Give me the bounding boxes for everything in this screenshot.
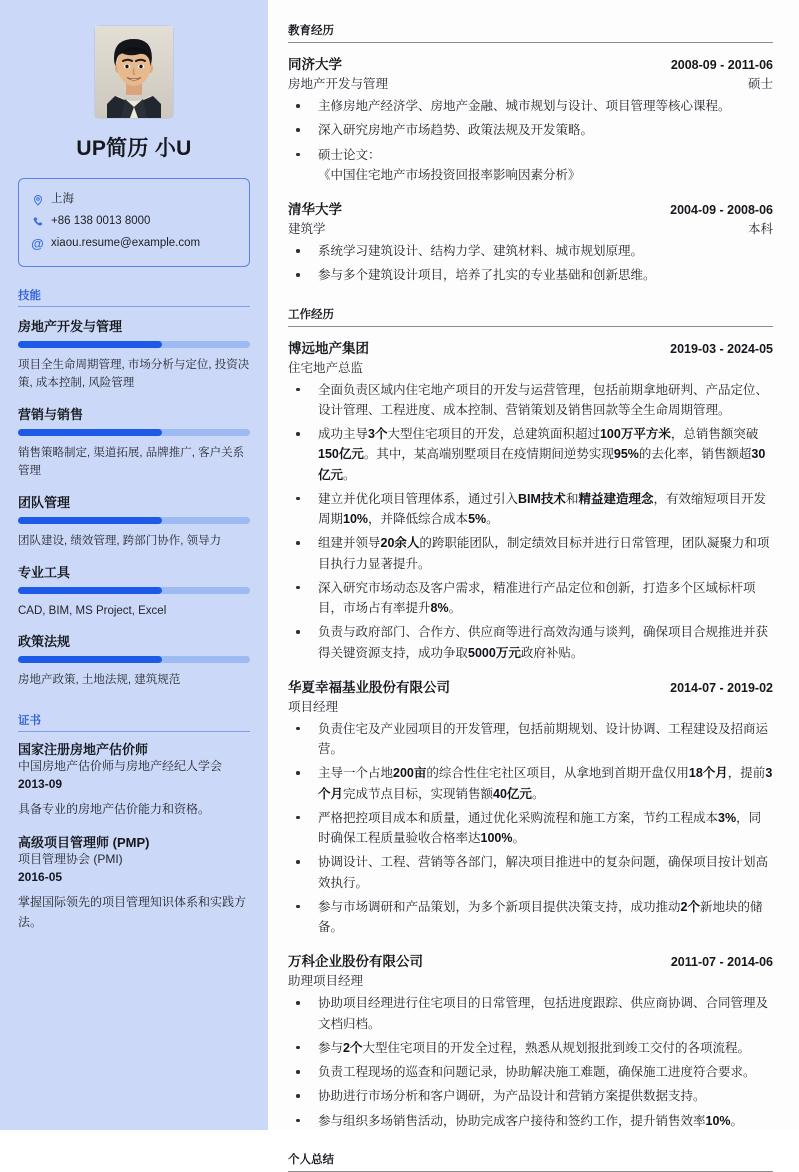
work-company: 华夏幸福基业股份有限公司 [288,679,450,695]
bullet-text: ，提前 [727,766,766,781]
avatar-wrapper [18,26,250,118]
bullet-text: 负责与政府部门、合作方、供应商等进行高效沟通与谈判，确保项目合规推进并获得关键资源支持，成功争取 [318,625,769,660]
sidebar-heading-certificates: 证书 [18,712,250,732]
bullet-text: ，有效缩短项目开发周期 [318,491,766,526]
bullet-text: 协助项目经理进行住宅项目的日常管理，包括进度跟踪、供应商协调、合同管理及文档归档。 [318,996,769,1031]
bullet-text: 。 [486,512,499,526]
work-bullets [288,380,773,663]
bullet-text: 。其中，某高端别墅项目在疫情期间逆势实现 [363,447,614,462]
skill-item [18,404,250,481]
bullet-highlight: 8% [430,601,449,615]
skill-description: 团队建设, 绩效管理, 跨部门协作, 领导力 [18,535,222,548]
contact-phone-value: +86 138 0013 8000 [51,214,151,227]
bullet-highlight: 10% [343,512,369,526]
certificate-name: 国家注册房地产估价师 [18,741,149,757]
certificate-item [18,741,250,820]
bullet-text: 大型住宅项目的开发，总建筑面积超过 [387,427,600,441]
certificate-item [18,834,250,933]
entry-subheader [288,219,773,237]
bullet-item [288,993,773,1034]
bullet-item [288,265,773,285]
bullet-text: 组建并领导 [318,536,381,551]
bullet-item [288,120,773,140]
work-entry [288,676,773,938]
bullet-item [288,808,773,849]
skill-item [18,631,250,690]
skill-description: CAD, BIM, MS Project, Excel [18,604,167,617]
bullet-text: 建立并优化项目管理体系，通过引入 [318,491,519,506]
bullet-highlight: 95% [613,447,639,462]
skill-name: 团队管理 [18,495,71,511]
bullet-item [288,145,773,186]
bullet-highlight: 3% [718,810,737,825]
bullet-text: 的去化率，销售额超 [638,447,752,462]
bullet-text: 的跨职能团队，制定绩效目标并进行日常管理，团队凝聚力和项目执行力显著提升。 [318,536,770,571]
certificate-description: 具备专业的房地产估价能力和资格。 [18,802,211,817]
certificate-date: 2013-09 [18,777,63,792]
entry-subheader [288,358,773,376]
bullet-item [288,578,773,619]
bullet-text: 协调设计、工程、营销等各部门，解决项目推进中的复杂问题，确保项目按计划高效执行。 [318,855,769,890]
skill-description: 项目全生命周期管理, 市场分析与定位, 投资决策, 成本控制, 风险管理 [18,358,250,390]
contact-location-value: 上海 [51,193,74,205]
bullet-highlight: 40亿元 [493,786,532,801]
bullet-item [288,1062,773,1082]
education-entry [288,198,773,286]
work-company: 万科企业股份有限公司 [288,954,423,970]
avatar [95,26,173,118]
certificate-issuer: 项目管理协会 (PMI) [18,852,123,867]
skill-item [18,316,250,393]
entry-subheader [288,971,773,989]
skill-description: 房地产政策, 土地法规, 建筑规范 [18,674,181,687]
entry-header [288,337,773,357]
education-bullets [288,96,773,185]
entry-header [288,950,773,970]
bullet-highlight: 18个月 [688,766,728,781]
bullet-text: 。 [448,601,462,615]
bullet-text: 系统学习建筑设计、结构力学、建筑材料、城市规划原理。 [318,244,644,258]
contact-location [31,189,237,211]
work-bullets [288,719,773,938]
work-date: 2014-07 - 2019-02 [670,680,773,695]
skills-list [18,316,250,690]
bullet-text: 协助进行市场分析和客户调研，为产品设计和营销方案提供数据支持。 [318,1089,706,1104]
bullet-item [288,241,773,261]
skill-progress-bar [18,517,250,524]
entry-subheader [288,74,773,92]
bullet-item [288,852,773,893]
skill-item [18,492,250,551]
work-title: 项目经理 [288,699,339,714]
bullet-item [288,719,773,760]
education-bullets [288,241,773,286]
bullet-text: 。 [730,1113,744,1128]
bullet-highlight: 100% [480,831,513,845]
bullet-text: 负责工程现场的巡查和问题记录，协助解决施工难题，确保施工进度符合要求。 [318,1065,756,1079]
phone-icon [31,215,44,228]
bullet-highlight: 2个 [343,1040,363,1055]
bullet-item [288,380,773,421]
skill-item [18,562,250,621]
skill-name: 房地产开发与管理 [18,318,123,334]
skill-progress-bar [18,656,250,663]
bullet-text: ，并降低综合成本 [368,512,469,526]
bullet-highlight: 3个月 [318,766,773,801]
bullet-text: 的综合性住宅社区项目，从拿地到首期开盘仅用 [426,766,689,781]
certificate-name: 高级项目管理师 (PMP) [18,834,150,850]
bullet-highlight: 5000万元 [468,645,521,660]
bullet-text: 大型住宅项目的开发全过程，熟悉从规划报批到竣工交付的各项流程。 [362,1040,750,1055]
education-degree: 本科 [747,222,773,236]
education-date: 2004-09 - 2008-06 [670,203,773,217]
bullet-text: 政府补贴。 [520,645,584,660]
entry-subheader [288,697,773,715]
work-company: 博远地产集团 [288,340,369,356]
bullet-highlight: 10% [705,1113,731,1128]
bullet-item [288,1111,773,1131]
bullet-text: 新地块的储备。 [318,899,763,934]
bullet-text: 完成节点目标，实现销售额 [343,786,494,801]
entry-header [288,53,773,73]
work-bullets [288,993,773,1131]
bullet-text: 。 [531,786,545,801]
bullet-highlight: 5% [468,512,487,526]
bullet-text: ，同时确保工程质量验收合格率达 [318,810,762,845]
bullet-highlight: 2个 [680,899,700,914]
bullet-highlight: 200亩 [393,766,427,781]
bullet-text: 和 [565,491,579,506]
education-school: 同济大学 [288,57,342,72]
work-date: 2011-07 - 2014-06 [670,955,773,970]
skill-description: 销售策略制定, 渠道拓展, 品牌推广, 客户关系管理 [18,446,245,478]
contact-card [18,178,250,267]
education-date: 2008-09 - 2011-06 [670,58,773,72]
bullet-text: 全面负责区域内住宅地产项目的开发与运营管理，包括前期拿地研判、产品定位、设计管理、工程进度、成本控制、营销策划及销售回款等全生命周期管理。 [318,382,769,417]
bullet-text: 参与组织多场销售活动，协助完成客户接待和签约工作，提升销售效率 [318,1113,706,1128]
certificate-issuer: 中国房地产估价师与房地产经纪人学会 [18,759,223,774]
skill-name: 营销与销售 [18,406,84,422]
sidebar-heading-skills: 技能 [18,287,250,307]
bullet-text: 主修房地产经济学、房地产金融、城市规划与设计、项目管理等核心课程。 [318,99,731,113]
bullet-text: 参与多个建筑设计项目，培养了扎实的专业基础和创新思维。 [318,268,656,283]
person-name: UP简历 小U [76,137,192,160]
entry-header [288,676,773,696]
bullet-text-second-line: 《中国住宅地产市场投资回报率影响因素分析》 [318,167,581,182]
bullet-item [288,489,773,530]
bullet-highlight: 精益建造理念 [578,491,654,506]
work-date: 2019-03 - 2024-05 [670,341,773,356]
bullet-item [288,897,773,938]
section-heading-education: 教育经历 [288,22,773,43]
skill-name: 专业工具 [18,564,71,580]
bullet-item [288,1038,773,1058]
work-title: 住宅地产总监 [288,360,364,375]
education-major: 建筑学 [288,222,326,236]
education-entry [288,53,773,185]
contact-phone[interactable] [31,211,237,233]
education-school: 清华大学 [288,202,342,217]
bullet-text: 负责住宅及产业园项目的开发管理，包括前期规划、设计协调、工程建设及招商运营。 [318,721,769,756]
bullet-item [288,96,773,116]
certificates-list [18,741,250,933]
contact-email-value: xiaou.resume@example.com [51,236,201,249]
education-major: 房地产开发与管理 [288,77,389,91]
bullet-text: 。 [512,831,526,845]
bullet-highlight: 150亿元 [318,447,364,462]
email-at-icon: @ [31,236,44,252]
work-entry [288,950,773,1131]
bullet-item [288,533,773,574]
bullet-text: 深入研究房地产市场趋势、政策法规及开发策略。 [318,123,594,138]
bullet-text: 主导一个占地 [318,766,394,781]
bullet-item [288,1086,773,1106]
bullet-item [288,424,773,485]
work-entry [288,337,773,663]
bullet-highlight: 3个 [368,427,388,441]
bullet-item [288,763,773,804]
skill-name: 政策法规 [18,634,71,650]
entry-header [288,198,773,218]
bullet-text: ，总销售额突破 [670,427,759,441]
sidebar [0,0,268,1130]
portrait-photo-icon [95,26,173,118]
skill-progress-bar [18,587,250,594]
bullet-highlight: BIM技术 [518,491,566,506]
bullet-text: 严格把控项目成本和质量，通过优化采购流程和施工方案，节约工程成本 [318,810,719,825]
education-degree: 硕士 [747,77,773,91]
section-heading-work: 工作经历 [288,306,773,327]
bullet-text: 深入研究市场动态及客户需求，精准进行产品定位和创新，打造多个区域标杆项目，市场占有率提升 [318,580,756,615]
location-pin-icon [31,193,44,206]
work-title: 助理项目经理 [288,974,364,989]
bullet-text: 参与市场调研和产品策划，为多个新项目提供决策支持，成功推动 [318,899,681,914]
bullet-item [288,622,773,663]
bullet-highlight: 100万平方米 [599,427,671,441]
contact-email[interactable] [31,233,237,255]
bullet-highlight: 30亿元 [318,447,766,482]
skill-progress-bar [18,429,250,436]
certificate-date: 2016-05 [18,869,63,884]
main-content [268,0,799,1166]
bullet-text: 。 [343,467,356,482]
bullet-highlight: 20余人 [380,536,420,551]
bullet-text: 硕士论文： [318,147,381,162]
bullet-text: 成功主导 [318,427,369,441]
certificate-description: 掌握国际领先的项目管理知识体系和实践方法。 [18,894,247,930]
section-heading-summary: 个人总结 [288,1151,773,1172]
skill-progress-bar [18,341,250,348]
bullet-text: 参与 [318,1040,344,1055]
